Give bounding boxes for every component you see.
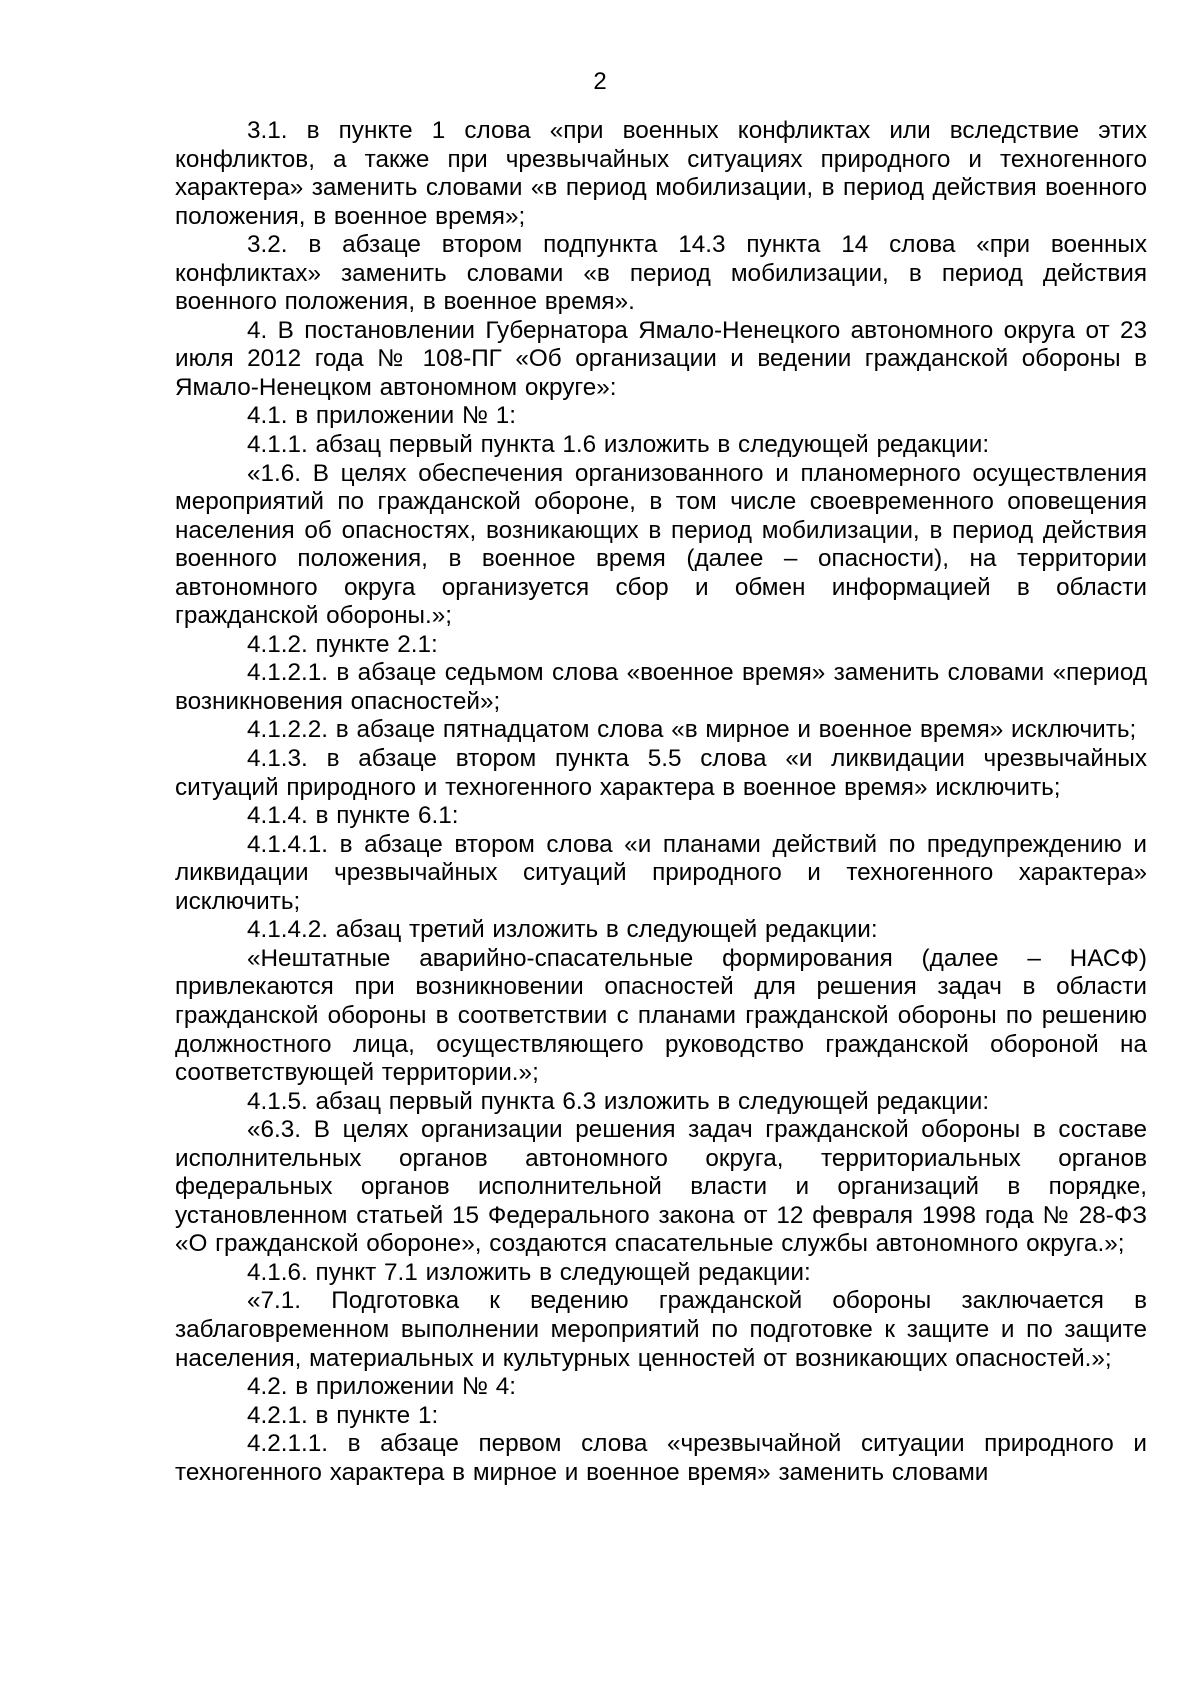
- paragraph-3-2: 3.2. в абзаце втором подпункта 14.3 пункта 14 слова «при военных конфликтах» заменить словами «в период мобилизации, в период действия военного положения, в военное время».: [175, 231, 1147, 316]
- paragraph-3-1: 3.1. в пункте 1 слова «при военных конфликтах или вследствие этих конфликтов, а также при чрезвычайных ситуациях природного и техногенного характера» заменить словами «в период мобилизации, в период действия военного положения, в военное время»;: [175, 117, 1147, 230]
- paragraph-4: 4. В постановлении Губернатора Ямало-Ненецкого автономного округа от 23 июля 2012 года № 108-ПГ «Об организации и ведении гражданской обороны в Ямало-Ненецком автономном округе»:: [175, 316, 1147, 401]
- paragraph-quote-nasf: «Нештатные аварийно-спасательные формирования (далее – НАСФ) привлекаются при возникновении опасностей для решения задач в области гражданской обороны в соответствии с планами гражданской обороны по решению должностного лица, осуществляющего руководство гражданской обороной на соответствующей территории.»;: [175, 944, 1147, 1087]
- paragraph-4-1-4-1: 4.1.4.1. в абзаце втором слова «и планами действий по предупреждению и ликвидации чрезвычайных ситуаций природного и техногенного характера» исключить;: [175, 830, 1147, 915]
- paragraph-4-1-1: 4.1.1. абзац первый пункта 1.6 изложить в следующей редакции:: [247, 431, 990, 459]
- paragraph-quote-6-3: «6.3. В целях организации решения задач гражданской обороны в составе исполнительных органов автономного округа, территориальных органов федеральных органов исполнительной власти и организаций в порядке, установленном статьей 15 Федерального закона от 12 февраля 1998 года № 28-ФЗ «О гражданской обороне», создаются спасательные службы автономного округа.»;: [175, 1116, 1147, 1258]
- paragraph-4-1: 4.1. в приложении № 1:: [247, 402, 517, 430]
- page-number: 2: [593, 68, 607, 95]
- paragraph-4-1-2-2: 4.1.2.2. в абзаце пятнадцатом слова «в мирное и военное время» исключить;: [247, 716, 1137, 744]
- paragraph-4-1-6: 4.1.6. пункт 7.1 изложить в следующей редакции:: [247, 1258, 811, 1286]
- paragraph-4-1-4: 4.1.4. в пункте 6.1:: [247, 802, 459, 830]
- paragraph-4-2-1: 4.2.1. в пункте 1:: [247, 1401, 439, 1429]
- paragraph-4-1-2: 4.1.2. пункте 2.1:: [247, 630, 438, 658]
- paragraph-4-2: 4.2. в приложении № 4:: [247, 1373, 517, 1401]
- paragraph-quote-1-6: «1.6. В целях обеспечения организованного и планомерного осуществления мероприятий по гражданской обороне, в том числе своевременного оповещения населения об опасностях, возникающих в период мобилизации, в период действия военного положения, в военное время (далее – опасности), на территории автономного округа организуется сбор и обмен информацией в области гражданской обороны.»;: [175, 459, 1147, 630]
- paragraph-4-1-3: 4.1.3. в абзаце втором пункта 5.5 слова «и ликвидации чрезвычайных ситуаций природного и техногенного характера в военное время» исключить;: [175, 745, 1147, 801]
- paragraph-4-1-2-1: 4.1.2.1. в абзаце седьмом слова «военное время» заменить словами «период возникновения опасностей»;: [175, 659, 1147, 715]
- paragraph-4-2-1-1: 4.2.1.1. в абзаце первом слова «чрезвычайной ситуации природного и техногенного характера в мирное и военное время» заменить словами: [175, 1430, 1147, 1486]
- paragraph-4-1-4-2: 4.1.4.2. абзац третий изложить в следующей редакции:: [247, 916, 878, 944]
- paragraph-4-1-5: 4.1.5. абзац первый пункта 6.3 изложить в следующей редакции:: [247, 1087, 990, 1115]
- document-body: [175, 117, 1147, 1487]
- paragraph-quote-7-1: «7.1. Подготовка к ведению гражданской обороны заключается в заблаговременном выполнении мероприятий по подготовке к защите и по защите населения, материальных и культурных ценностей от возникающих опасностей.»;: [175, 1287, 1147, 1372]
